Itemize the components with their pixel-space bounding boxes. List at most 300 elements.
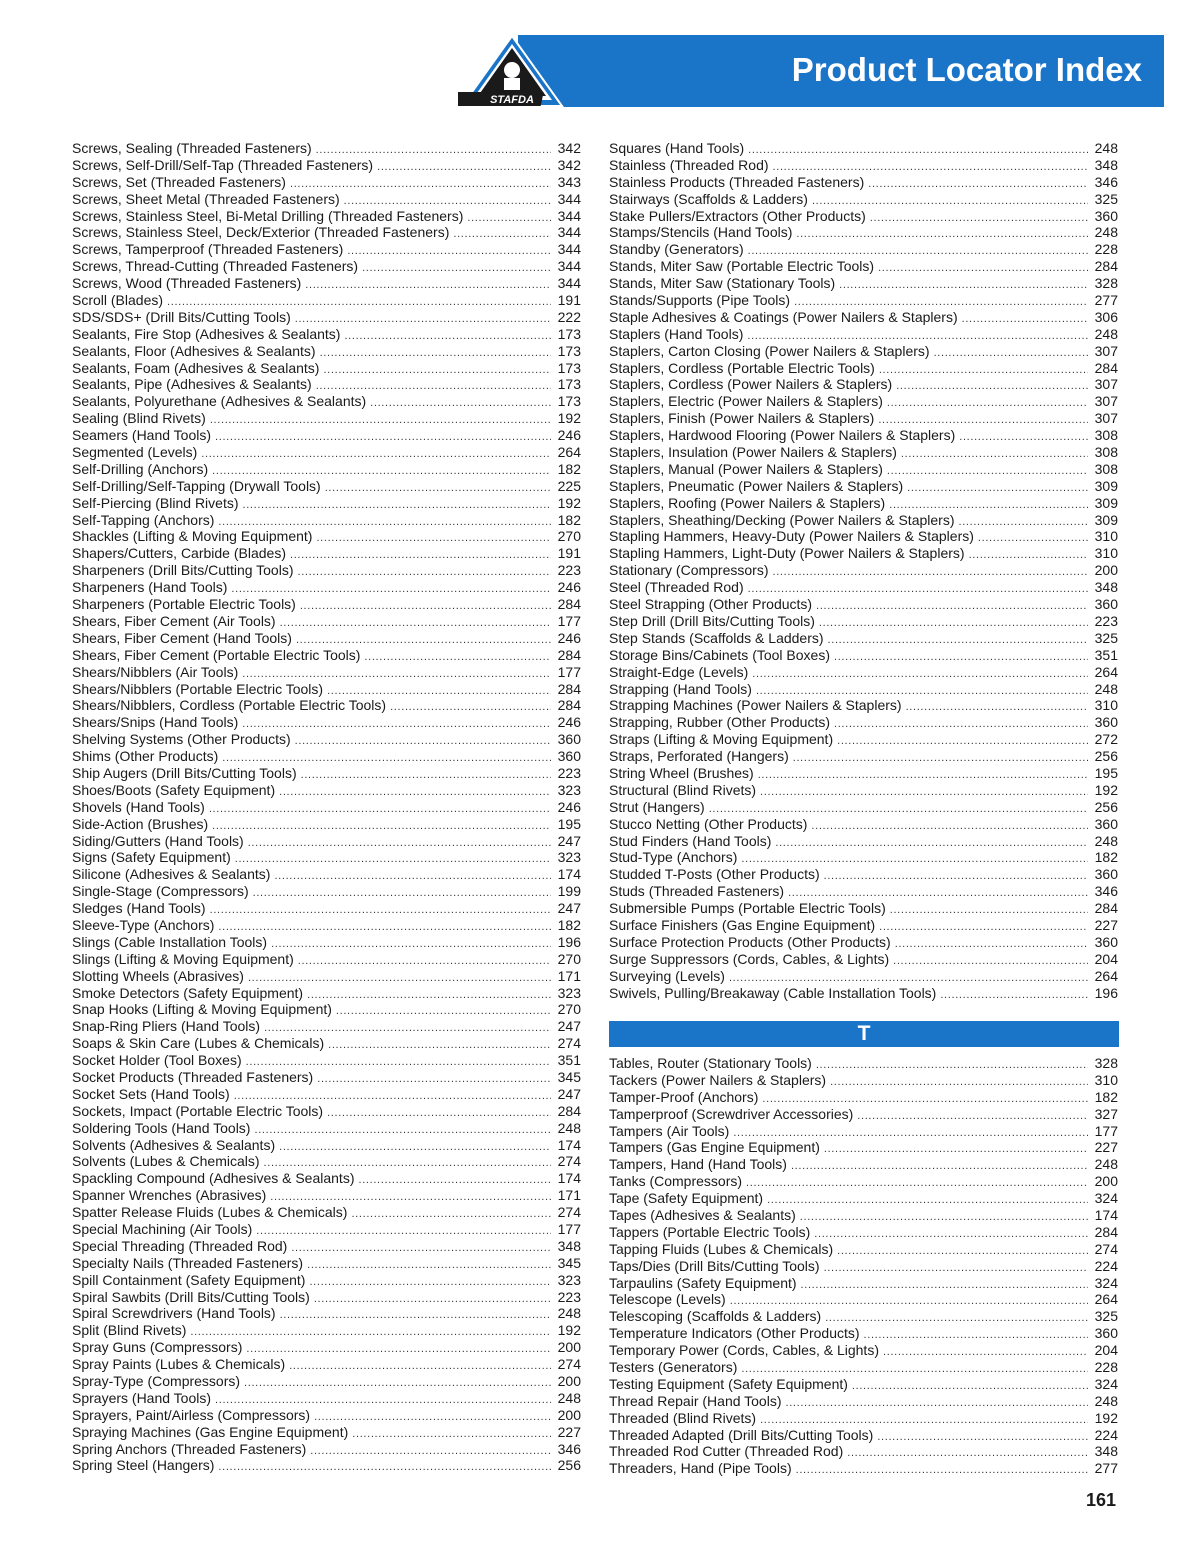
dot-leader [327, 683, 551, 698]
index-entry [609, 140, 1118, 157]
entry-name: Tapes (Adhesives & Sealants) [609, 1207, 796, 1224]
index-entry [609, 461, 1118, 478]
entry-page: 174 [557, 1170, 581, 1187]
dot-leader [347, 243, 551, 258]
entry-page: 248 [557, 1305, 581, 1322]
dot-leader [296, 632, 551, 647]
index-entry [609, 1427, 1118, 1444]
dot-leader [344, 193, 551, 208]
entry-name: Spanner Wrenches (Abrasives) [72, 1187, 267, 1204]
index-entry [72, 275, 581, 292]
entry-name: Shears, Fiber Cement (Portable Electric Tools) [72, 646, 361, 663]
dot-leader [890, 902, 1088, 917]
entry-page: 200 [1094, 1173, 1118, 1190]
dot-leader [773, 564, 1089, 579]
dot-leader [253, 885, 551, 900]
dot-leader [210, 412, 551, 427]
entry-name: Screws, Self-Drill/Self-Tap (Threaded Fasteners) [72, 156, 374, 173]
dot-leader [280, 1307, 551, 1322]
entry-name: Spray Paints (Lubes & Chemicals) [72, 1356, 286, 1373]
index-entry [72, 528, 581, 545]
entry-page: 308 [1094, 460, 1118, 477]
dot-leader [352, 1426, 551, 1441]
index-entry [72, 917, 581, 934]
entry-page: 270 [557, 528, 581, 545]
entry-page: 284 [1094, 258, 1118, 275]
dot-leader [248, 970, 551, 985]
index-entry [609, 224, 1118, 241]
dot-leader [741, 851, 1088, 866]
index-entry [609, 427, 1118, 444]
index-entry [72, 140, 581, 157]
entry-name: Swivels, Pulling/Breakaway (Cable Installation Tools) [609, 984, 937, 1001]
dot-leader [796, 1462, 1088, 1477]
dot-leader [314, 1291, 551, 1306]
dot-leader [307, 1257, 551, 1272]
entry-name: Testing Equipment (Safety Equipment) [609, 1375, 848, 1392]
entry-name: Tappers (Portable Electric Tools) [609, 1223, 811, 1240]
entry-name: Stucco Netting (Other Products) [609, 815, 808, 832]
entry-page: 310 [1094, 545, 1118, 562]
entry-name: Tarpaulins (Safety Equipment) [609, 1274, 797, 1291]
index-entry [609, 799, 1118, 816]
index-entry [609, 1275, 1118, 1292]
entry-name: Stainless Products (Threaded Fasteners) [609, 173, 865, 190]
entry-name: Spray Guns (Compressors) [72, 1339, 243, 1356]
entry-name: Socket Sets (Hand Tools) [72, 1085, 230, 1102]
index-entry [72, 241, 581, 258]
entry-page: 324 [1094, 1274, 1118, 1291]
index-entry [72, 444, 581, 461]
entry-page: 274 [557, 1153, 581, 1170]
index-entry [72, 866, 581, 883]
entry-page: 173 [557, 359, 581, 376]
dot-leader [773, 159, 1088, 174]
entry-page: 325 [1094, 1308, 1118, 1325]
entry-name: Scroll (Blades) [72, 292, 164, 309]
dot-leader [877, 1429, 1088, 1444]
dot-leader [209, 801, 551, 816]
entry-name: Straps (Lifting & Moving Equipment) [609, 731, 834, 748]
dot-leader [819, 615, 1088, 630]
dot-leader [264, 1155, 551, 1170]
dot-leader [896, 378, 1088, 393]
entry-name: Spring Anchors (Threaded Fasteners) [72, 1440, 307, 1457]
entry-name: Self-Drilling (Anchors) [72, 460, 209, 477]
entry-page: 246 [557, 798, 581, 815]
entry-page: 192 [557, 494, 581, 511]
index-entry [609, 1055, 1118, 1072]
dot-leader [887, 463, 1088, 478]
dot-leader [901, 446, 1088, 461]
entry-page: 277 [1094, 1460, 1118, 1477]
index-entry [72, 1187, 581, 1204]
entry-page: 309 [1094, 477, 1118, 494]
entry-name: Spring Steel (Hangers) [72, 1457, 215, 1474]
entry-page: 344 [557, 275, 581, 292]
index-entry [609, 1207, 1118, 1224]
index-entry [609, 1308, 1118, 1325]
dot-leader [825, 1310, 1088, 1325]
index-entry [72, 1373, 581, 1390]
entry-page: 351 [557, 1052, 581, 1069]
entry-page: 248 [1094, 140, 1118, 156]
dot-leader [828, 632, 1088, 647]
dot-leader [786, 1395, 1089, 1410]
entry-name: Studded T-Posts (Other Products) [609, 866, 820, 883]
entry-name: Siding/Gutters (Hand Tools) [72, 832, 244, 849]
index-entry [609, 174, 1118, 191]
entry-page: 222 [557, 308, 581, 325]
dot-leader [295, 733, 551, 748]
entry-name: Squares (Hand Tools) [609, 140, 745, 156]
entry-page: 345 [557, 1254, 581, 1271]
entry-page: 308 [1094, 444, 1118, 461]
entry-page: 284 [1094, 359, 1118, 376]
index-entry [609, 326, 1118, 343]
entry-name: Threaded Rod Cutter (Threaded Rod) [609, 1443, 844, 1460]
entry-page: 177 [1094, 1122, 1118, 1139]
entry-name: Socket Holder (Tool Boxes) [72, 1052, 242, 1069]
entry-name: Screws, Sealing (Threaded Fasteners) [72, 140, 312, 156]
index-entry [609, 512, 1118, 529]
entry-page: 174 [1094, 1207, 1118, 1224]
entry-page: 274 [557, 1356, 581, 1373]
entry-page: 323 [557, 1271, 581, 1288]
dot-leader [298, 953, 551, 968]
dot-leader [816, 1057, 1088, 1072]
index-entry [609, 968, 1118, 985]
entry-page: 344 [557, 190, 581, 207]
entry-page: 272 [1094, 731, 1118, 748]
entry-page: 360 [557, 731, 581, 748]
entry-name: Spackling Compound (Adhesives & Sealants) [72, 1170, 355, 1187]
entry-name: Threaders, Hand (Pipe Tools) [609, 1460, 792, 1477]
dot-leader [857, 1108, 1088, 1123]
dot-leader [320, 345, 551, 360]
dot-leader [279, 1139, 551, 1154]
entry-name: Sharpeners (Hand Tools) [72, 579, 228, 596]
index-entry [609, 917, 1118, 934]
dot-leader [377, 159, 551, 174]
entry-page: 248 [1094, 1156, 1118, 1173]
index-entry [609, 360, 1118, 377]
entry-name: Stainless (Threaded Rod) [609, 156, 769, 173]
index-entry [72, 1441, 581, 1458]
entry-page: 223 [557, 764, 581, 781]
dot-leader [280, 615, 551, 630]
index-entry [72, 1255, 581, 1272]
index-entry [72, 1001, 581, 1018]
entry-name: Screws, Stainless Steel, Bi-Metal Drilling (Threaded Fasteners) [72, 207, 464, 224]
index-entry [72, 782, 581, 799]
dot-leader [264, 1020, 551, 1035]
entry-page: 323 [557, 849, 581, 866]
entry-page: 342 [557, 156, 581, 173]
index-entry [72, 748, 581, 765]
entry-page: 192 [1094, 1409, 1118, 1426]
dot-leader [883, 1344, 1088, 1359]
entry-name: Sealants, Foam (Adhesives & Sealants) [72, 359, 320, 376]
index-entry [609, 1072, 1118, 1089]
entry-name: Split (Blind Rivets) [72, 1322, 187, 1339]
index-entry [72, 1305, 581, 1322]
entry-name: Slotting Wheels (Abrasives) [72, 967, 244, 984]
index-entry [609, 697, 1118, 714]
dot-leader [270, 1189, 551, 1204]
index-entry [72, 900, 581, 917]
entry-page: 224 [1094, 1257, 1118, 1274]
dot-leader [934, 345, 1088, 360]
entry-name: Soldering Tools (Hand Tools) [72, 1119, 251, 1136]
dot-leader [316, 378, 551, 393]
entry-name: Tamperproof (Screwdriver Accessories) [609, 1105, 854, 1122]
dot-leader [370, 395, 551, 410]
index-entry [72, 849, 581, 866]
stafda-logo [458, 34, 566, 110]
entry-page: 177 [557, 1221, 581, 1237]
dot-leader [246, 1341, 551, 1356]
dot-leader [290, 547, 551, 562]
entry-name: Soaps & Skin Care (Lubes & Chemicals) [72, 1035, 325, 1052]
entry-name: Stamps/Stencils (Hand Tools) [609, 224, 793, 241]
dot-leader [218, 1459, 551, 1474]
entry-page: 344 [557, 258, 581, 275]
entry-name: Sockets, Impact (Portable Electric Tools) [72, 1102, 324, 1119]
dot-leader [218, 919, 551, 934]
entry-name: Sharpeners (Drill Bits/Cutting Tools) [72, 562, 294, 579]
entry-name: Slings (Lifting & Moving Equipment) [72, 950, 294, 967]
index-entry [609, 208, 1118, 225]
entry-page: 360 [1094, 866, 1118, 883]
index-entry [72, 191, 581, 208]
entry-name: Solvents (Lubes & Chemicals) [72, 1153, 260, 1170]
index-entry [72, 630, 581, 647]
index-entry [72, 512, 581, 529]
entry-name: Stationary (Compressors) [609, 562, 769, 579]
index-entry [72, 1238, 581, 1255]
dot-leader [317, 1071, 551, 1086]
entry-page: 177 [557, 663, 581, 680]
index-entry [609, 647, 1118, 664]
index-entry [609, 376, 1118, 393]
index-entry [72, 478, 581, 495]
dot-leader [839, 277, 1088, 292]
dot-leader [837, 733, 1088, 748]
entry-page: 264 [557, 444, 581, 461]
dot-leader [344, 328, 551, 343]
entry-page: 246 [557, 427, 581, 444]
dot-leader [290, 176, 551, 191]
dot-leader [760, 1412, 1088, 1427]
dot-leader [295, 311, 551, 326]
dot-leader [907, 480, 1088, 495]
entry-page: 247 [557, 900, 581, 917]
entry-page: 200 [1094, 562, 1118, 579]
index-entry [72, 664, 581, 681]
index-entry [72, 1289, 581, 1306]
entry-name: Step Stands (Scaffolds & Ladders) [609, 629, 824, 646]
dot-leader [879, 362, 1088, 377]
dot-leader [748, 243, 1088, 258]
entry-name: Screws, Sheet Metal (Threaded Fasteners) [72, 190, 340, 207]
entry-name: Screws, Wood (Threaded Fasteners) [72, 275, 302, 292]
entry-name: Stands, Miter Saw (Portable Electric Tools) [609, 258, 875, 275]
dot-leader [243, 497, 552, 512]
index-entry [72, 714, 581, 731]
entry-page: 309 [1094, 511, 1118, 528]
entry-page: 247 [557, 832, 581, 849]
index-entry [72, 1086, 581, 1103]
entry-name: Shears/Nibblers (Portable Electric Tools) [72, 680, 324, 697]
entry-page: 307 [1094, 342, 1118, 359]
entry-name: Tampers (Gas Engine Equipment) [609, 1139, 820, 1156]
entry-page: 223 [1094, 612, 1118, 629]
index-entry [72, 1052, 581, 1069]
entry-page: 248 [1094, 832, 1118, 849]
entry-page: 195 [1094, 764, 1118, 781]
dot-leader [215, 429, 551, 444]
entry-page: 274 [557, 1204, 581, 1221]
entry-page: 204 [1094, 950, 1118, 967]
index-entry [72, 799, 581, 816]
index-entry [72, 647, 581, 664]
dot-leader [847, 1445, 1088, 1460]
index-entry [72, 1069, 581, 1086]
entry-name: SDS/SDS+ (Drill Bits/Cutting Tools) [72, 308, 291, 325]
dot-leader [796, 226, 1088, 241]
entry-page: 200 [557, 1339, 581, 1356]
entry-page: 264 [1094, 1291, 1118, 1308]
entry-name: Smoke Detectors (Safety Equipment) [72, 984, 304, 1001]
entry-page: 182 [1094, 849, 1118, 866]
entry-name: Slings (Cable Installation Tools) [72, 933, 268, 950]
index-entry [72, 427, 581, 444]
entry-page: 348 [1094, 579, 1118, 596]
index-column-right [609, 140, 1118, 1001]
entry-name: Spiral Screwdrivers (Hand Tools) [72, 1305, 276, 1322]
entry-name: Strapping, Rubber (Other Products) [609, 714, 830, 731]
entry-page: 348 [557, 1237, 581, 1254]
entry-name: Special Machining (Air Tools) [72, 1221, 253, 1237]
entry-name: Stud Finders (Hand Tools) [609, 832, 772, 849]
index-entry [609, 478, 1118, 495]
entry-name: Self-Drilling/Self-Tapping (Drywall Tools) [72, 477, 321, 494]
entry-name: Shackles (Lifting & Moving Equipment) [72, 528, 313, 545]
entry-name: Shears/Nibblers (Air Tools) [72, 663, 239, 680]
entry-name: Snap-Ring Pliers (Hand Tools) [72, 1018, 261, 1035]
entry-name: String Wheel (Brushes) [609, 764, 754, 781]
dot-leader [794, 294, 1088, 309]
index-entry [609, 1342, 1118, 1359]
index-entry [72, 1424, 581, 1441]
index-entry [72, 461, 581, 478]
index-entry [72, 968, 581, 985]
entry-name: Staplers, Manual (Power Nailers & Staplers) [609, 460, 883, 477]
index-entry [609, 191, 1118, 208]
dot-leader [887, 395, 1088, 410]
entry-name: Telescope (Levels) [609, 1291, 726, 1308]
entry-name: Ship Augers (Drill Bits/Cutting Tools) [72, 764, 297, 781]
entry-name: Temperature Indicators (Other Products) [609, 1325, 860, 1342]
entry-name: Surface Finishers (Gas Engine Equipment) [609, 916, 876, 933]
index-entry [609, 1241, 1118, 1258]
index-entry [72, 309, 581, 326]
index-entry [609, 765, 1118, 782]
entry-name: Standby (Generators) [609, 241, 744, 258]
index-entry [609, 545, 1118, 562]
entry-page: 246 [557, 714, 581, 731]
index-entry [609, 934, 1118, 951]
dot-leader [390, 699, 551, 714]
index-entry [609, 782, 1118, 799]
index-entry [72, 1170, 581, 1187]
entry-name: Stands/Supports (Pipe Tools) [609, 292, 791, 309]
dot-leader [824, 1141, 1088, 1156]
dot-leader [969, 547, 1088, 562]
dot-leader [298, 564, 552, 579]
entry-page: 346 [1094, 173, 1118, 190]
dot-leader [218, 514, 551, 529]
entry-name: Screws, Thread-Cutting (Threaded Fasteners) [72, 258, 359, 275]
entry-page: 310 [1094, 528, 1118, 545]
entry-name: Seamers (Hand Tools) [72, 427, 212, 444]
entry-name: Storage Bins/Cabinets (Tool Boxes) [609, 646, 830, 663]
entry-name: Staplers, Finish (Power Nailers & Staplers) [609, 410, 875, 427]
index-entry [609, 292, 1118, 309]
entry-page: 306 [1094, 308, 1118, 325]
entry-name: Shapers/Cutters, Carbide (Blades) [72, 545, 286, 562]
dot-leader [327, 1105, 551, 1120]
dot-leader [746, 1175, 1088, 1190]
entry-page: 360 [1094, 1325, 1118, 1342]
entry-name: Stud-Type (Anchors) [609, 849, 738, 866]
entry-name: Tackers (Power Nailers & Staplers) [609, 1071, 827, 1088]
dot-leader [467, 210, 551, 225]
index-entry [72, 1035, 581, 1052]
entry-page: 228 [1094, 241, 1118, 258]
entry-page: 284 [557, 1102, 581, 1119]
entry-name: Sleeve-Type (Anchors) [72, 916, 215, 933]
index-entry [72, 1407, 581, 1424]
dot-leader [309, 1274, 551, 1289]
entry-name: Surge Suppressors (Cords, Cables, & Lights) [609, 950, 890, 967]
dot-leader [274, 868, 551, 883]
entry-name: Thread Repair (Hand Tools) [609, 1392, 782, 1409]
dot-leader [812, 193, 1088, 208]
index-entry [609, 985, 1118, 1002]
index-entry [72, 326, 581, 343]
index-entry [72, 1322, 581, 1339]
entry-page: 173 [557, 376, 581, 393]
entry-page: 284 [557, 680, 581, 697]
entry-name: Stands, Miter Saw (Stationary Tools) [609, 275, 836, 292]
entry-name: Tampers, Hand (Hand Tools) [609, 1156, 787, 1173]
index-entry [609, 748, 1118, 765]
entry-page: 199 [557, 883, 581, 900]
dot-leader [328, 1037, 551, 1052]
entry-page: 248 [1094, 325, 1118, 342]
entry-page: 224 [1094, 1426, 1118, 1443]
dot-leader [870, 210, 1088, 225]
entry-name: Strut (Hangers) [609, 798, 705, 815]
entry-page: 348 [1094, 1443, 1118, 1460]
index-entry [609, 681, 1118, 698]
index-entry [609, 410, 1118, 427]
entry-name: Sprayers, Paint/Airless (Compressors) [72, 1406, 311, 1423]
index-entry [609, 157, 1118, 174]
dot-leader [767, 1192, 1088, 1207]
